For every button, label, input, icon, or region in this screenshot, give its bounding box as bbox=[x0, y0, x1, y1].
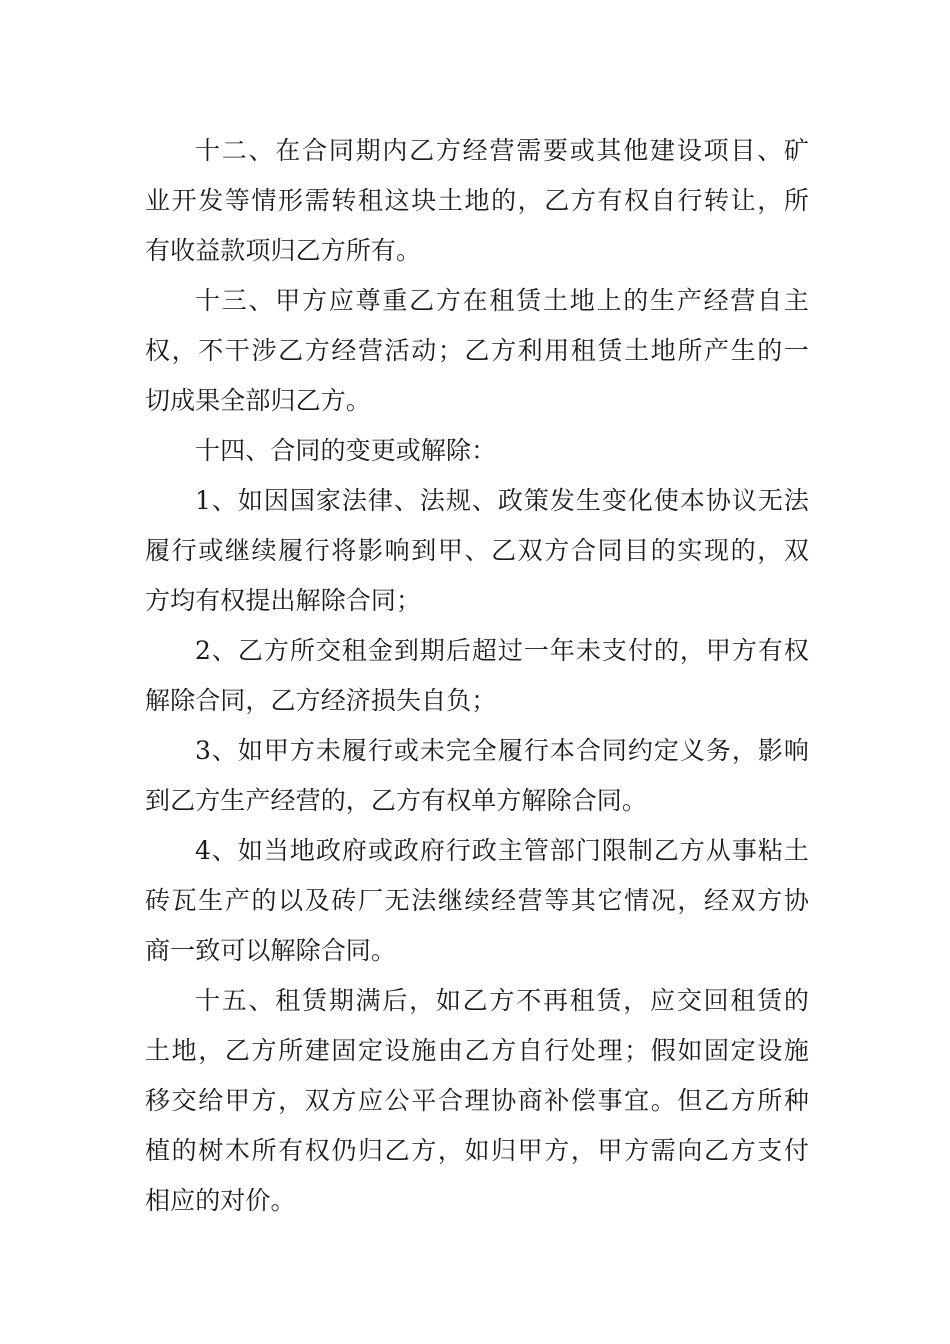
clause-15-line-1: 十五、租赁期满后，如乙方不再租赁，应交回租赁的 bbox=[195, 986, 809, 1015]
clause-14-item-2-line-1: 2、乙方所交租金到期后超过一年未支付的，甲方有权 bbox=[195, 636, 809, 665]
clause-14-item-1-line-1: 1、如因国家法律、法规、政策发生变化使本协议无法 bbox=[195, 486, 809, 515]
clause-12-line-3: 有收益款项归乙方所有。 bbox=[145, 236, 422, 265]
clause-14-item-3-line-1: 3、如甲方未履行或未完全履行本合同约定义务，影响 bbox=[195, 736, 809, 765]
clause-14-item-1-line-2: 履行或继续履行将影响到甲、乙双方合同目的实现的，双 bbox=[145, 536, 809, 565]
clause-15-line-3: 移交给甲方，双方应公平合理协商补偿事宜。但乙方所种 bbox=[145, 1086, 809, 1115]
clause-12-line-1: 十二、在合同期内乙方经营需要或其他建设项目、矿 bbox=[195, 136, 809, 165]
clause-14-heading: 十四、合同的变更或解除： bbox=[195, 436, 497, 465]
clause-15-line-5: 相应的对价。 bbox=[145, 1186, 296, 1215]
clause-13-line-1: 十三、甲方应尊重乙方在租赁土地上的生产经营自主 bbox=[195, 286, 809, 315]
contract-text bbox=[145, 126, 809, 1226]
clause-14-item-4-line-1: 4、如当地政府或政府行政主管部门限制乙方从事粘土 bbox=[195, 836, 809, 865]
clause-15-line-2: 土地，乙方所建固定设施由乙方自行处理；假如固定设施 bbox=[145, 1036, 809, 1065]
clause-14-item-4-line-3: 商一致可以解除合同。 bbox=[145, 936, 397, 965]
clause-14-item-4-line-2: 砖瓦生产的以及砖厂无法继续经营等其它情况，经双方协 bbox=[145, 886, 809, 915]
clause-13-line-3: 切成果全部归乙方。 bbox=[145, 386, 371, 415]
clause-15-line-4: 植的树木所有权仍归乙方，如归甲方，甲方需向乙方支付 bbox=[145, 1136, 809, 1165]
clause-14-item-2-line-2: 解除合同，乙方经济损失自负； bbox=[145, 686, 497, 715]
clause-12-line-2: 业开发等情形需转租这块土地的，乙方有权自行转让，所 bbox=[145, 186, 809, 215]
clause-14-item-3-line-2: 到乙方生产经营的，乙方有权单方解除合同。 bbox=[145, 786, 648, 815]
clause-13-line-2: 权，不干涉乙方经营活动；乙方利用租赁土地所产生的一 bbox=[145, 336, 809, 365]
clause-14-item-1-line-3: 方均有权提出解除合同； bbox=[145, 586, 422, 615]
